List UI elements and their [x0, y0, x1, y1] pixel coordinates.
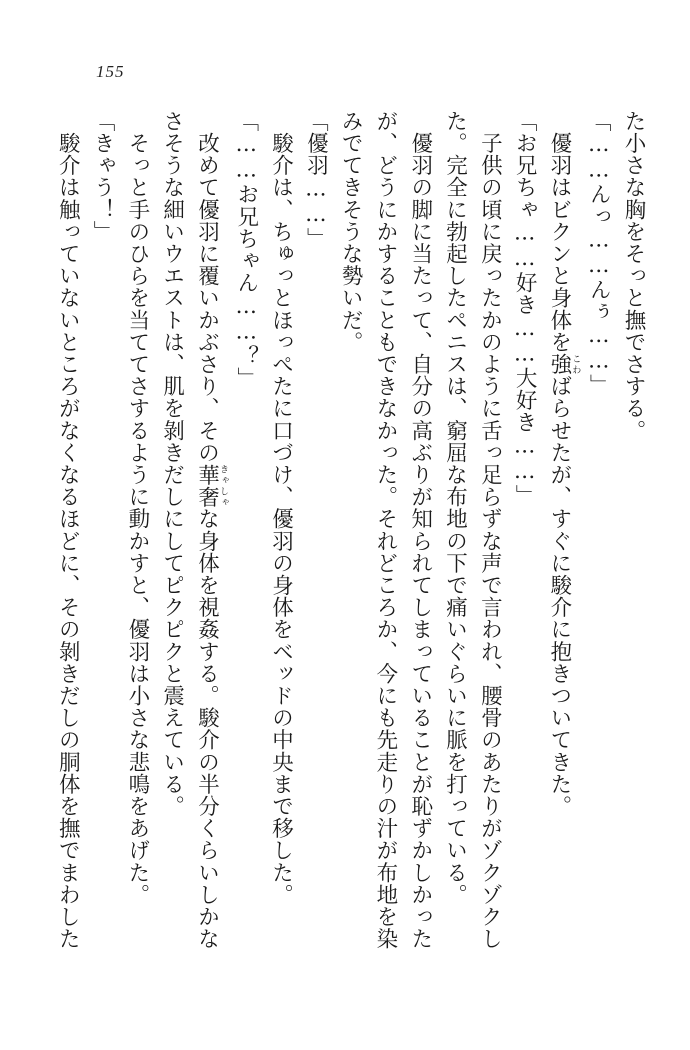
text-segment: 「……んっ……んぅ……」: [586, 110, 612, 397]
text-line: [580, 110, 615, 990]
furigana-reading: きゃしゃ: [217, 463, 228, 508]
text-line: [367, 110, 402, 990]
text-segment: みでてきそうな勢いだ。: [338, 110, 364, 354]
text-line: [189, 110, 228, 990]
text-line: [541, 110, 580, 990]
text-segment: 「……お兄ちゃん……？」: [233, 110, 259, 390]
text-line: [228, 110, 263, 990]
furigana-word: 強こわ: [546, 353, 581, 376]
text-line: [402, 110, 437, 990]
text-segment: そっと手のひらを当ててさするように動かすと、優羽は小さな悲鳴をあげた。: [124, 110, 150, 906]
page-number: 155: [96, 62, 125, 81]
text-segment: 改めて優羽に覆いかぶさり、その: [194, 110, 220, 464]
text-line: [437, 110, 472, 990]
text-segment: 優羽の脚に当たって、自分の高ぶりが知られてしまっていることが恥ずかしかった: [407, 110, 433, 950]
text-segment: 「きゃう！」: [90, 110, 116, 243]
text-segment: た小さな胸をそっと撫でさする。: [621, 110, 646, 442]
text-segment: 「優羽……」: [303, 110, 329, 250]
text-segment: な身体を視姦する。駿介の半分くらいしかな: [194, 507, 220, 950]
text-segment: た。完全に勃起したペニスは、窮屈な布地の下で痛いぐらいに脈を打っている。: [442, 110, 468, 906]
furigana-reading: こわ: [570, 353, 581, 376]
text-line: [263, 110, 298, 990]
text-line: [298, 110, 333, 990]
text-segment: 「お兄ちゃ……好き……大好き……」: [512, 110, 538, 507]
text-segment: 駿介は触っていないところがなくなるほどに、その剝きだしの胴体を撫でまわした: [55, 110, 81, 950]
text-line: [615, 110, 650, 990]
vertical-text-body: [49, 110, 650, 990]
text-segment: ばらせたが、すぐに駿介に抱きついてきた。: [546, 375, 572, 818]
text-line: [506, 110, 541, 990]
text-line: [154, 110, 189, 990]
text-line: [49, 110, 84, 990]
text-line: [84, 110, 119, 990]
text-segment: が、どうにかすることもできなかった。それどころか、今にも先走りの汁が布地を染: [372, 110, 398, 950]
text-line: [332, 110, 367, 990]
text-segment: さそうな細いウエストは、肌を剝きだしにしてピクピクと震えている。: [159, 110, 185, 818]
text-segment: 優羽はビクンと身体を: [546, 110, 572, 354]
text-line: [472, 110, 507, 990]
furigana-word: 華奢きゃしゃ: [194, 463, 228, 508]
text-line: [119, 110, 154, 990]
text-segment: 駿介は、ちゅっとほっぺたに口づけ、優羽の身体をベッドの中央まで移した。: [268, 110, 294, 906]
text-segment: 子供の頃に戻ったかのように舌っ足らずな声で言われ、腰骨のあたりがゾクゾクし: [477, 110, 503, 950]
